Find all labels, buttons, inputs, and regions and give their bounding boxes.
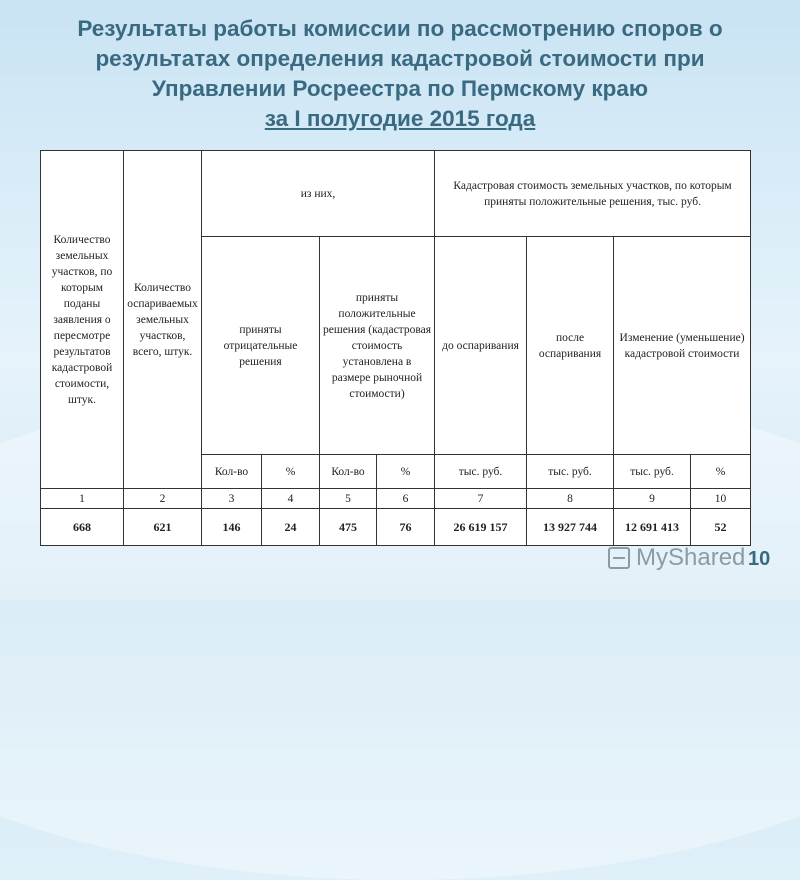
unit-cell: Кол-во [202,455,262,489]
value-cell: 12 691 413 [614,509,691,546]
column-number: 6 [377,489,435,509]
value-cell: 146 [202,509,262,546]
header-after-dispute: после оспаривания [527,237,614,455]
data-row [41,509,751,546]
column-number: 4 [262,489,320,509]
watermark-text: MyShared [636,544,746,571]
column-number: 8 [527,489,614,509]
column-numbers-row [41,489,751,509]
column-number: 2 [124,489,202,509]
value-cell: 26 619 157 [435,509,527,546]
unit-cell: % [262,455,320,489]
value-cell: 13 927 744 [527,509,614,546]
watermark-logo [608,543,745,573]
column-number: 5 [320,489,377,509]
column-number: 1 [41,489,124,509]
title-period: за I полугодие 2015 года [264,106,536,131]
unit-cell: % [377,455,435,489]
presentation-icon [608,547,630,569]
header-of-them: из них, [202,151,435,237]
unit-cell: тыс. руб. [614,455,691,489]
unit-cell: Кол-во [320,455,377,489]
column-number: 3 [202,489,262,509]
title-line-1: Результаты работы комиссии по рассмотрению споров о [77,16,723,41]
column-number: 7 [435,489,527,509]
results-table [40,150,751,546]
header-cadastral-value: Кадастровая стоимость земельных участков, по которым приняты положительные решения, тыс. руб. [435,151,751,237]
header-negative-decisions: приняты отрицательные решения [202,237,320,455]
value-cell: 76 [377,509,435,546]
value-cell: 52 [691,509,751,546]
value-cell: 475 [320,509,377,546]
column-number: 9 [614,489,691,509]
header-positive-decisions: приняты положительные решения (кадастровая стоимость установлена в размере рыночной стоимости) [320,237,435,455]
value-cell: 621 [124,509,202,546]
header-applications-count: Количество земельных участков, по которым поданы заявления о пересмотре результатов кадастровой стоимости, штук. [41,151,124,489]
unit-cell: тыс. руб. [435,455,527,489]
header-value-change: Изменение (уменьшение) кадастровой стоимости [614,237,751,455]
unit-cell: тыс. руб. [527,455,614,489]
header-disputed-plots: Количество оспариваемых земельных участков, всего, штук. [124,151,202,489]
slide-title [20,14,780,134]
value-cell: 24 [262,509,320,546]
value-cell: 668 [41,509,124,546]
page-number: 10 [748,548,771,570]
unit-cell: % [691,455,751,489]
header-before-dispute: до оспаривания [435,237,527,455]
column-number: 10 [691,489,751,509]
title-line-3: Управлении Росреестра по Пермскому краю [151,76,649,101]
title-line-2: результатах определения кадастровой стоимости при [95,46,705,71]
